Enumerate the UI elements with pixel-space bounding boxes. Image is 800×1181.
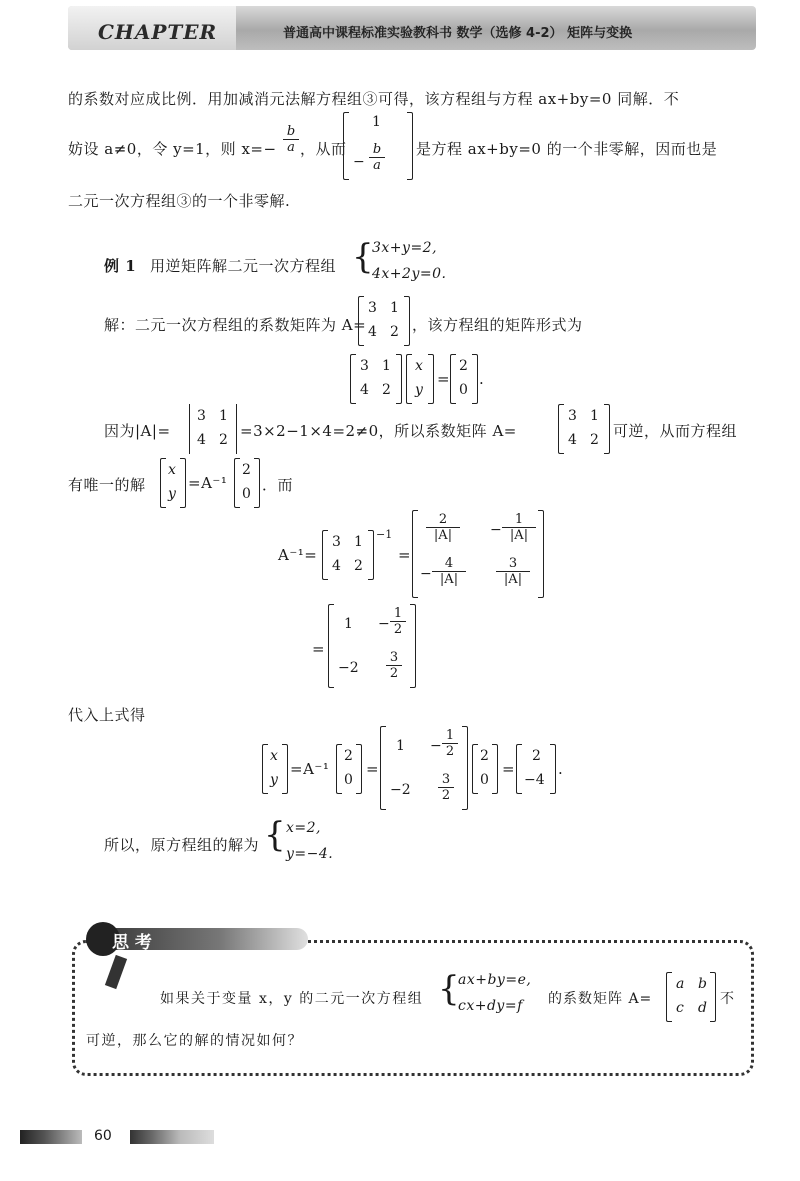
para1-line3: 二元一次方程组③的一个非零解. (68, 192, 291, 210)
example-brace: { (352, 237, 374, 277)
think-text1: 如果关于变量 x，y 的二元一次方程组 (160, 991, 424, 1007)
vector-20-final: 2 0 (336, 744, 362, 794)
example-eq2: 4x+2y=0. (372, 266, 447, 282)
vector-1-minus-b-over-a: 1 − $\frac{b}{a}$ (343, 112, 413, 180)
sol-eq2: y=−4. (286, 846, 334, 862)
matrix-A-eq: 3 1 4 2 (350, 354, 402, 404)
para1-line2c: 是方程 ax+by=0 的一个非零解，因而也是 (416, 140, 718, 158)
para1-line2a: 妨设 a≠0，令 y=1，则 x=− (68, 140, 277, 158)
book-title: 普通高中课程标准实验教科书 数学（选修 4-2） 矩阵与变换 (283, 26, 633, 41)
think-box (72, 940, 754, 1076)
think-text2: 的系数矩阵 A= (548, 991, 653, 1007)
vector-xy-final: x y (262, 744, 288, 794)
matrix-A-invertible: 3 1 4 2 (558, 404, 610, 454)
solution-intro-tail: ，该方程组的矩阵形式为 (412, 316, 583, 334)
think-eq1: ax+by=e, (458, 972, 532, 988)
period-final: . (558, 760, 564, 778)
invertible-text: 可逆，从而方程组 (613, 422, 738, 440)
period: . (479, 370, 485, 388)
eq-sign-inv: = (398, 546, 412, 564)
page-number: 60 (94, 1128, 112, 1144)
para1-line1: 的系数对应成比例．用加减消元法解方程组③可得，该方程组与方程 ax+by=0 同解．不 (68, 90, 680, 108)
inverse-exponent: −1 (376, 528, 393, 541)
footer-bar-right (130, 1130, 214, 1144)
page-header (68, 6, 756, 50)
conclusion-brace: { (264, 815, 286, 855)
think-eq2: cx+dy=f (458, 998, 523, 1014)
ainv-label: A⁻¹= (278, 546, 318, 564)
det-calc: =3×2−1×4=2≠0，所以系数矩阵 A= (240, 422, 517, 440)
think-label: 思 考 (112, 933, 152, 953)
matrix-A-inv-base: 3 1 4 2 (322, 530, 374, 580)
think-text4: 可逆，那么它的解的情况如何？ (86, 1033, 303, 1049)
matrix-inverse-simplified: 1 − $\frac{1}{2}$ −2 $\frac{3}{2}$ (328, 604, 416, 688)
unique-tail: ．而 (262, 476, 294, 494)
matrix-inverse-final: 1 − $\frac{1}{2}$ −2 $\frac{3}{2}$ (380, 726, 468, 810)
because-text: 因为|A|= (104, 422, 171, 440)
vector-20: 2 0 (450, 354, 478, 404)
footer-bar-left (20, 1130, 82, 1144)
vector-result: 2 −4 (516, 744, 556, 794)
example-eq1: 3x+y=2, (372, 240, 438, 256)
unique-text: 有唯一的解 (68, 476, 146, 494)
matrix-inverse-fractions: $\frac{2}{|A|}$ − $\frac{1}{|A|}$ − $\frac{4}{|A|}$ $\frac{3}{|A|}$ (412, 510, 544, 598)
conclusion-text: 所以，原方程组的解为 (104, 836, 260, 854)
substitute-text: 代入上式得 (68, 706, 146, 724)
final-eq-ainv: =A⁻¹ (290, 760, 330, 778)
think-matrix: a b c d (666, 972, 716, 1022)
solution-intro: 解：二元一次方程组的系数矩阵为 A= (104, 316, 367, 334)
para1-line2b: ，从而 (300, 140, 347, 158)
think-brace: { (438, 969, 460, 1009)
vector-20-final2: 2 0 (472, 744, 498, 794)
determinant-A: 3 1 4 2 (188, 404, 238, 454)
fraction-b-over-a: $\frac{b}{a}$ (283, 124, 299, 155)
eq-sign-simplified: = (312, 640, 326, 658)
eq-sign-final1: = (366, 760, 380, 778)
vector-xy-unique: x y (160, 458, 186, 508)
think-text3: 不 (720, 991, 735, 1007)
vector-20-unique: 2 0 (234, 458, 260, 508)
eq-sign-final2: = (502, 760, 516, 778)
eq-sign: = (437, 370, 451, 388)
matrix-A: 3 1 4 2 (358, 296, 410, 346)
unique-eq: =A⁻¹ (188, 474, 228, 492)
chapter-label: CHAPTER (98, 20, 218, 44)
sol-eq1: x=2, (286, 820, 321, 836)
vector-xy: x y (406, 354, 434, 404)
example-label: 例 1 (104, 257, 137, 275)
example-text: 用逆矩阵解二元一次方程组 (150, 257, 337, 275)
